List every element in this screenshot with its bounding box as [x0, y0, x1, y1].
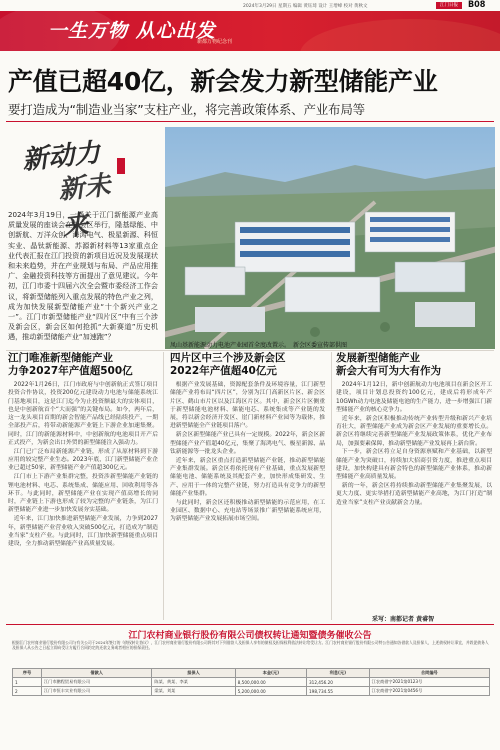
- calligraphy-line: 新未来: [56, 170, 112, 243]
- paragraph: 近年来，江门加快推进新型储能产业发展，力争到2027年，新型储能产业营业收入突破500亿元，打造成为“制造业当家”支柱产业。与此同时，江门加快新型储能重点项目建设，全力推动新型储能产业高质量发展。: [8, 516, 158, 548]
- column-divider: [331, 352, 332, 620]
- column-header: 合同编号: [369, 669, 489, 678]
- notice-table: [12, 668, 490, 696]
- table-row: [13, 678, 490, 687]
- notice-body: 根据江门农村商业银行股份有限公司与有关公司于2024年签订的《债权转让协议》，江门农村商业银行股份有限公司将其对下列借款人及担保人享有的债权及担保权利依法转让给受让方。江门农村商业银行股份有限公司特公告通知各借款人及担保人，上述债权转让事宜，并敦促债务人及担保人从公告之日起立即向受让方履行合同约定的还款义务或者相应的担保责任。: [12, 640, 489, 651]
- paragraph: 江门已广泛布局新能源产业链，形成了从原材料到下游应用的较完整产业生态。2023年底，江门新型储能产业企业已超过50家，新型储能产业产值超300亿元。: [8, 448, 158, 472]
- paragraph: 近年来，新会区积极推动传统产业转型升级和新兴产业培育壮大，新型储能产业成为新会区产业发展的重要增长点。新会区将继续完善新型储能产业发展政策体系，优化产业布局，加强要素保障，推动新型储能产业发展再上新台阶。: [336, 415, 492, 447]
- table-cell: 梁某、刘某: [152, 687, 235, 696]
- column-header: 担保人: [152, 669, 235, 678]
- table-cell: 8,500,000.00: [235, 678, 306, 687]
- table-cell: 陈某、黄某、李某: [152, 678, 235, 687]
- section-banner: [0, 11, 500, 51]
- section-body: [170, 381, 325, 613]
- notice-title: 江门农村商业银行股份有限公司债权转让通知暨债务催收公告: [128, 631, 372, 641]
- table-cell: 5,200,000.00: [235, 687, 306, 696]
- column-header: 借款人: [41, 669, 151, 678]
- seal-stamp: [117, 158, 125, 174]
- paper-badge: 江门日报: [436, 2, 462, 9]
- page-header-bar: [0, 0, 500, 10]
- table-header-row: [13, 669, 490, 678]
- table-cell: 江农商借字2021第0456号: [369, 687, 489, 696]
- calligraphy-logo: [20, 130, 132, 243]
- table-row: [13, 687, 490, 696]
- divider: [6, 624, 494, 625]
- issue-meta: 2024年3月29日 星期五 编辑 黄钰琦 设计 王增峰 校对 黄秋文: [243, 4, 368, 9]
- paragraph: 新的一年，新会区将持续推动新型储能产业集聚发展，以更大力度、更实举措打造新型储能产业高地，为江门打造“制造业当家”支柱产业贡献新会力量。: [336, 483, 492, 506]
- paragraph: 新会区新型储能产业已具有一定规模。2022年，新会区新型储能产业产值超40亿元，集聚了海鸿电气、极星新源、晶钛新能源等一批龙头企业。: [170, 432, 325, 455]
- paragraph: 与此同时，新会区还积极推动新型储能的示范应用，在工业园区、数据中心、充电站等场景推广新型储能系统应用，为新型储能产业发展拓展市场空间。: [170, 499, 325, 523]
- paragraph: 2022年1月26日，江门市政府与中创新航正式签订项目投资合作协议，投资200亿元建设动力电池与储能系统江门基地项目，这是江门迄今为止投资额最大的实体项目，也是中创新航首个“大而强”的关键布局。如今，两年后，这一龙头项目首期的新会智能产品线已经陆续投产，一期全部投产后，将带动新能源产业链上下游企业加速集聚。同时，江门的新能源材料中，中创新航的电池项目开产后正式投产，为新会出口外贸的新型储能注入强动力。: [8, 382, 158, 447]
- table-cell: 198,734.55: [306, 687, 369, 696]
- section-body: [336, 381, 492, 613]
- column-divider: [163, 352, 164, 620]
- column-header: 序号: [13, 669, 42, 678]
- banner-subtitle: 新都万物纪念刊: [197, 39, 233, 45]
- calligraphy-line: 新动力: [20, 137, 102, 176]
- page-number: B08: [468, 0, 486, 10]
- divider: [6, 350, 494, 351]
- table-cell: 1: [13, 678, 42, 687]
- divider: [6, 121, 494, 122]
- paragraph: 下一步，新会区将立足自身资源禀赋和产业基础，以新型储能产业为突破口，持续加大招商引资力度，推进重点项目建设，加快构建具有新会特色的新型储能产业体系，推动新型储能产业高质量发展。: [336, 449, 492, 481]
- section-title: 发展新型储能产业 新会大有可为大有作为: [336, 352, 441, 377]
- photo-caption: 凤山基新能源动力电池产业园首全度改置示。 新会区委宣传部供图: [170, 342, 348, 349]
- author-byline: 采写：南都记者 黄睿智: [372, 616, 435, 623]
- table-cell: 江农商借字2021第0123号: [369, 678, 489, 687]
- section-body: [8, 381, 158, 613]
- paragraph: 近年来，新会区重点打造新型储能产业链，推动新型储能产业集群发展。新会区将依托现有产业基础，重点发展新型储能电池、储能系统及其配套产业，加快形成集研发、生产、应用于一体的完整产业链，努力打造具有竞争力的新型储能产业集群。: [170, 457, 325, 497]
- headline: 产值已超40亿，新会发力新型储能产业: [8, 67, 438, 96]
- aerial-photo: [165, 127, 495, 349]
- banner-title: 一生万物 从心出发: [48, 20, 216, 42]
- column-header: 本金(元): [235, 669, 306, 678]
- paragraph: 江门市上下游产业集群完整，投资涉新型储能产业链的锂电池材料、电芯、系统集成、储能应用、回收利用等各环节。与此同时，新型储能产业在实现产值高增长的同时，产业链上下游也形成了较为完整的产业链条，为江门新型储能产业进一步加快发展夯实基础。: [8, 474, 158, 514]
- column-header: 利息(元): [306, 669, 369, 678]
- banner-decoration: [300, 19, 500, 51]
- paragraph: 根据产业发展基础，资源配套条件及环境容量，江门新型储能产业将布局“四片区”，分别为江门高新区片区、新会区片区、鹤山市片区以及江海区片区。其中，新会区片区侧重于新型储能电池材料、储能电芯、系统集成等产业链的发展，将以新会经济开发区、崖门新材料产业园等为载体，推进新型储能全产业链项目落户。: [170, 382, 325, 430]
- table-cell: 江门市鹏程贸易有限公司: [41, 678, 151, 687]
- table-cell: 312,456.20: [306, 678, 369, 687]
- subheadline: 要打造成为“制造业当家”支柱产业，将完善政策体系、产业布局等: [8, 102, 365, 117]
- table-cell: 江门市恒丰实业有限公司: [41, 687, 151, 696]
- section-title: 江门唯准新型储能产业 力争2027年产值超500亿: [8, 352, 133, 377]
- table-cell: 2: [13, 687, 42, 696]
- paragraph: 2024年1月12日，新中创新航动力电池项目在新会区开工建设，项目计划总投资约100亿元，建成后将形成年产10GWh动力电池及储能电池的生产能力，进一步增强江门新型储能产业的核心竞争力。: [336, 382, 492, 413]
- aerial-photo-illustration: [165, 127, 495, 349]
- intro-paragraph: 2024年3月19日，一场关于江门新能源产业高质量发展的座谈会在新会区举行，隆基绿能、中创新航、万洋众创、海鸿电气、极星新源、科恒实业、晶钛新能源、苏源新材料等13家重点企业代表汇报在江门投资的新项目近况及发展现状和未来趋势，并在产业规划与布局、产品应用推广、金融投资科技等方面提出了意见建议。今年初，江门市委十四届六次全会暨市委经济工作会议，将新型储能列入重点发展的特色产业之列，成为加快发展新型储能产业“十个新兴产业之一”。江门市新型储能产业“四片区”中有三个涉及新会区，新会区如何抢抓“大新赛道”历史机遇，推动新型储能产业“加速跑”？: [8, 210, 158, 342]
- section-title: 四片区中三个涉及新会区 2022年产值超40亿元: [170, 352, 286, 377]
